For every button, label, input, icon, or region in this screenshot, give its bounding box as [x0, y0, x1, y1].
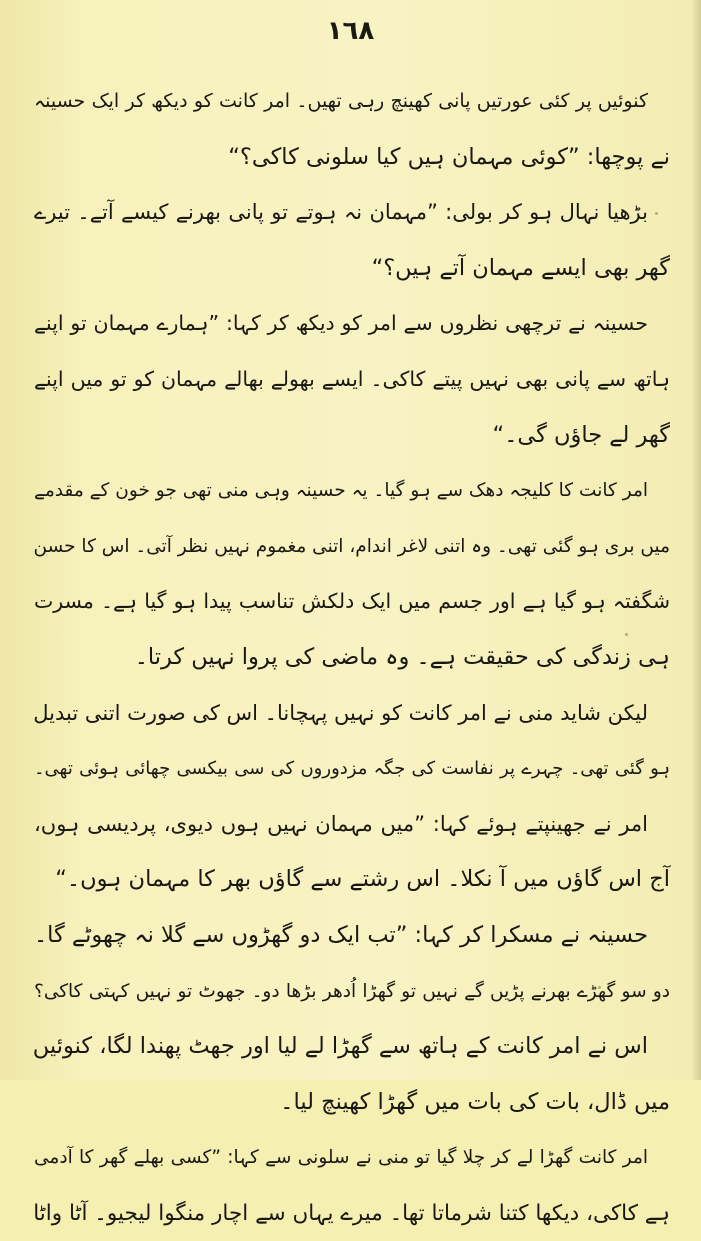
paper-speck [655, 212, 658, 215]
text-line: حسینہ نے مسکرا کر کہا: ”تب ایک دو گھڑوں سے گلا نہ چھوٹے گا۔ [34, 921, 648, 948]
text-line: اس نے امر کانت کے ہاتھ سے گھڑا لے لیا اور جھٹ پھندا لگا، کنوئیں [32, 1033, 648, 1060]
text-line: نے پوچھا: ”کوئی مہمان ہیں کیا سلونی کاکی؟“ [228, 143, 670, 170]
text-line: امر کانت گھڑا لے کر چلا گیا تو منی نے سلونی سے کہا: ”کسی بھلے گھر کا آدمی [34, 1147, 648, 1169]
text-line: امر نے جھینپتے ہوئے کہا: ”میں مہمان نہیں ہوں دیوی، پردیسی ہوں، [34, 811, 648, 836]
text-line: ہاتھ سے پانی بھی نہیں پیتے کاکی۔ ایسے بھولے بھالے مہمان کو تو میں اپنے [34, 366, 670, 391]
text-line: شگفتہ ہو گیا ہے اور جسم میں ایک دلکش تناسب پیدا ہو گیا ہے۔ مسرت [34, 589, 670, 614]
body-text [34, 74, 670, 1241]
text-line: کنوئیں پر کئی عورتیں پانی کھینچ رہی تھیں۔ امر کانت کو دیکھ کر ایک حسینہ [34, 90, 648, 112]
text-line: ہو گئی تھی۔ چہرے پر نفاست کی جگہ مزدوروں کی سی بیکسی چھائی ہوئی تھی۔ [34, 758, 670, 780]
text-line: امر کانت کا کلیجہ دھک سے ہو گیا۔ یہ حسینہ وہی منی تھی جو خون کے مقدمے [34, 480, 648, 502]
text-line: حسینہ نے ترچھی نظروں سے امر کو دیکھ کر کہا: ”ہمارے مہمان تو اپنے [34, 311, 648, 336]
paper-speck [598, 986, 601, 989]
paper-speck [625, 633, 628, 636]
text-line: ہے کاکی، دیکھا کتنا شرماتا تھا۔ میرے یہاں سے اچار منگوا لیجیو۔ آٹا واٹا [33, 1200, 670, 1226]
text-line: بڑھیا نہال ہو کر بولی: ”مہمان نہ ہوتے تو پانی بھرنے کیسے آتے۔ تیرے [34, 200, 648, 225]
text-line: میں ڈال، بات کی بات میں گھڑا کھینچ لیا۔ [280, 1088, 670, 1115]
text-line: میں بری ہو گئی تھی۔ وہ اتنی لاغر اندام، اتنی مغموم نہیں نظر آتی۔ اس کا حسن [33, 535, 670, 557]
page-edge-shadow [691, 0, 701, 1080]
text-line: آج اس گاؤں میں آ نکلا۔ اس رشتے سے گاؤں بھر کا مہمان ہوں۔“ [55, 866, 670, 893]
text-line: لیکن شاید منی نے امر کانت کو نہیں پہچانا۔ اس کی صورت اتنی تبدیل [33, 700, 648, 725]
text-line: دو سو گھڑے بھرنے پڑیں گے نہیں تو گھڑا اُدھر بڑھا دو۔ جھوٹ تو نہیں کہتی کاکی؟ [34, 980, 670, 1002]
text-line: گھر بھی ایسے مہمان آتے ہیں؟“ [371, 254, 670, 281]
text-line: ہی زندگی کی حقیقت ہے۔ وہ ماضی کی پروا نہیں کرتا۔ [134, 643, 670, 670]
text-line: گھر لے جاؤں گی۔“ [492, 421, 670, 448]
page-number: ١٦٨ [326, 16, 375, 46]
